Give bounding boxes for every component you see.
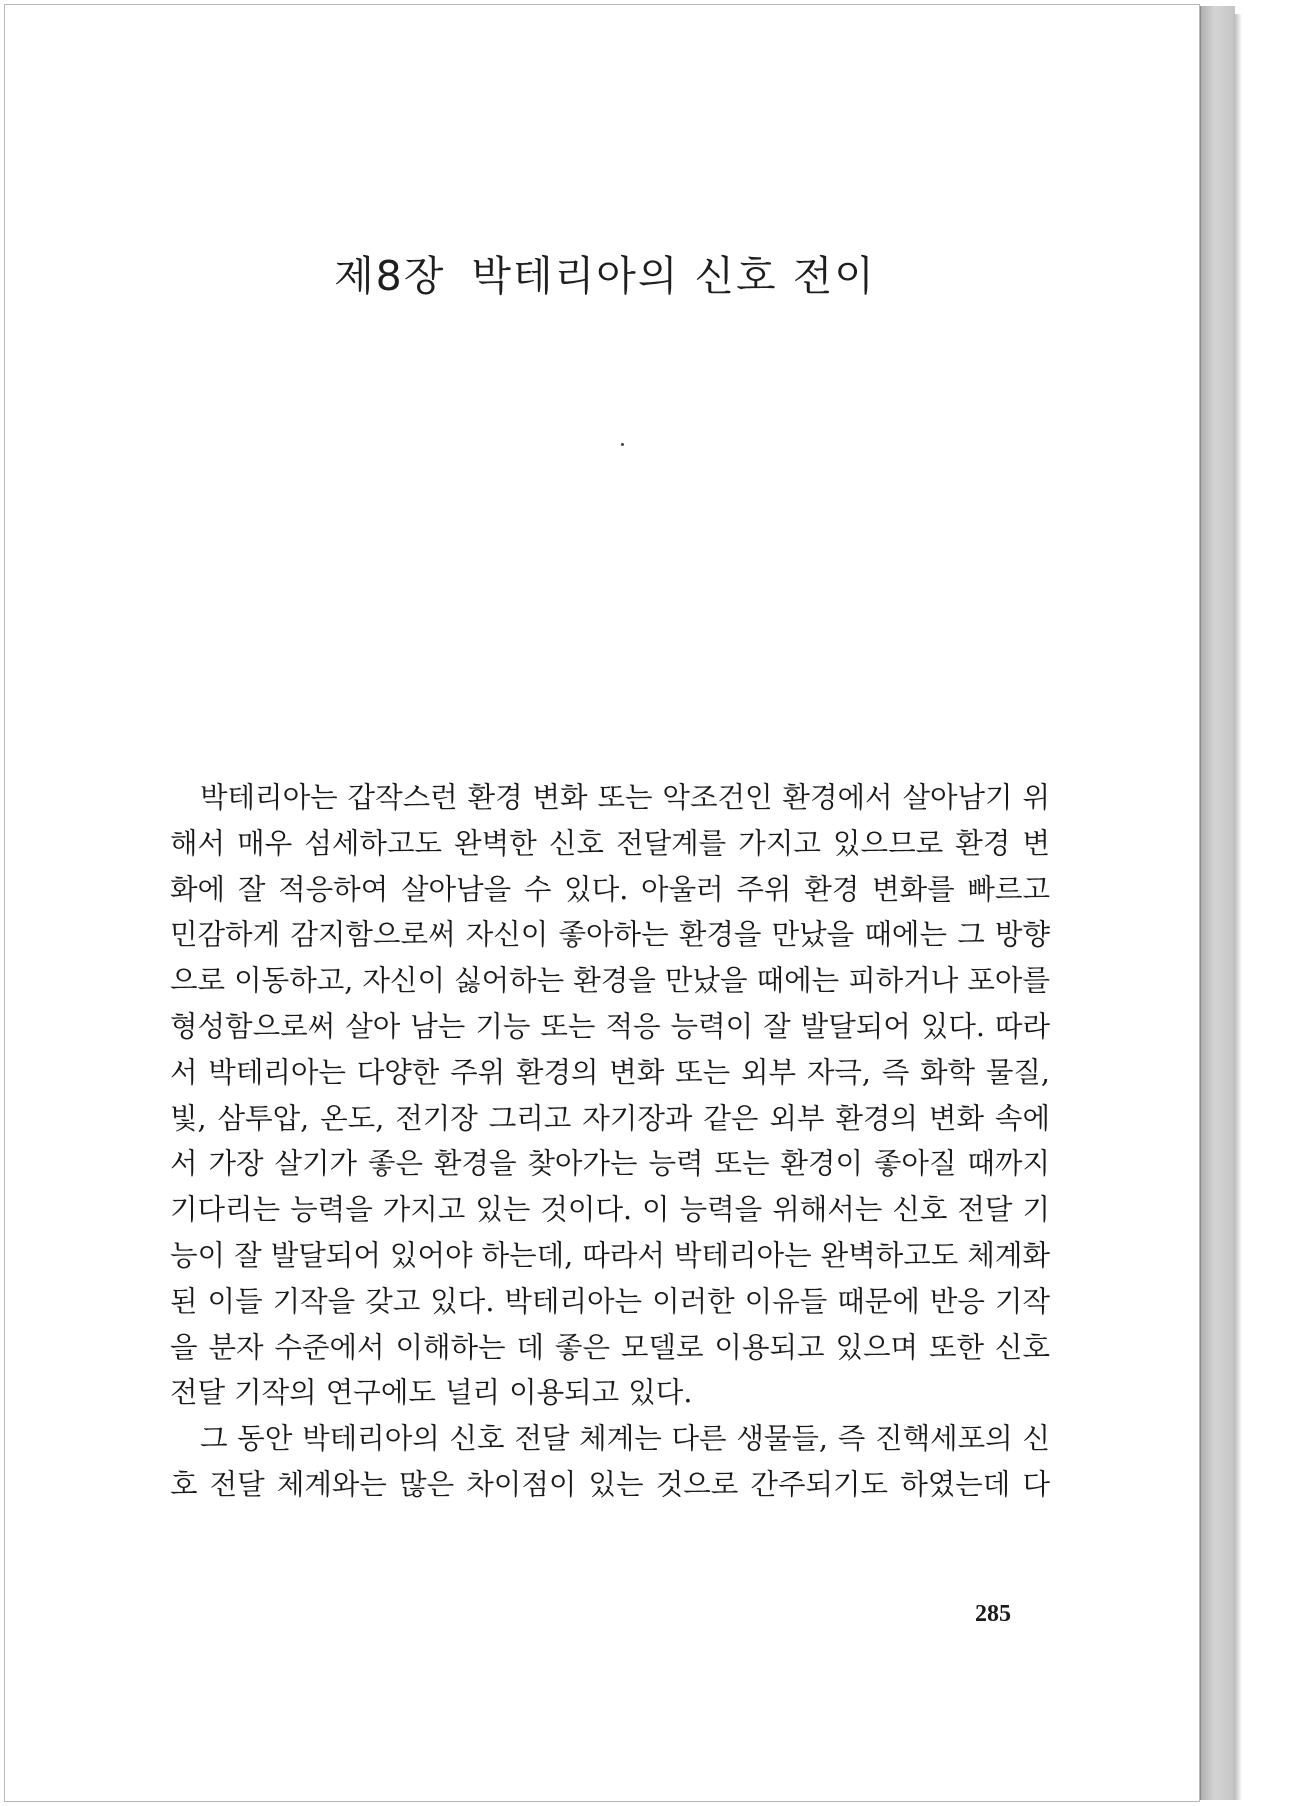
text-line: 민감하게 감지함으로써 자신이 좋아하는 환경을 만났을 때에는 그 방향	[170, 918, 1050, 952]
chapter-title-text: 박테리아의 신호 전이	[471, 252, 876, 300]
text-line: 서 박테리아는 다양한 주위 환경의 변화 또는 외부 자극, 즉 화학 물질,	[170, 1055, 1050, 1089]
chapter-number: 제8장	[334, 252, 446, 300]
chapter-title	[5, 243, 1205, 302]
page-shadow	[1234, 14, 1242, 1800]
page-stack-edge	[1200, 6, 1235, 1800]
text-line: 전달 기작의 연구에도 널리 이용되고 있다.	[170, 1376, 693, 1410]
text-line: 박테리아는 갑작스런 환경 변화 또는 악조건인 환경에서 살아남기 위	[200, 781, 1050, 814]
text-line: 그 동안 박테리아의 신호 전달 체계는 다른 생물들, 즉 진핵세포의 신	[200, 1422, 1050, 1456]
text-line: 기다리는 능력을 가지고 있는 것이다. 이 능력을 위해서는 신호 전달 기	[170, 1193, 1050, 1227]
page-number: 285	[975, 1601, 1011, 1627]
text-line: 빛, 삼투압, 온도, 전기장 그리고 자기장과 같은 외부 환경의 변화 속에	[170, 1101, 1050, 1135]
book-page	[4, 4, 1200, 1802]
text-line: 능이 잘 발달되어 있어야 하는데, 따라서 박테리아는 완벽하고도 체계화	[170, 1238, 1050, 1272]
body-text	[170, 775, 1050, 1508]
text-line: 화에 잘 적응하여 살아남을 수 있다. 아울러 주위 환경 변화를 빠르고	[170, 872, 1050, 906]
text-line: 으로 이동하고, 자신이 싫어하는 환경을 만났을 때에는 피하거나 포아를	[170, 964, 1050, 998]
text-line: 을 분자 수준에서 이해하는 데 좋은 모델로 이용되고 있으며 또한 신호	[170, 1330, 1050, 1364]
print-speck	[621, 443, 624, 446]
text-line: 호 전달 체계와는 많은 차이점이 있는 것으로 간주되기도 하였는데 다	[170, 1467, 1050, 1501]
text-line: 된 이들 기작을 갖고 있다. 박테리아는 이러한 이유들 때문에 반응 기작	[170, 1284, 1050, 1318]
text-line: 서 가장 살기가 좋은 환경을 찾아가는 능력 또는 환경이 좋아질 때까지	[170, 1147, 1050, 1181]
text-line: 형성함으로써 살아 남는 기능 또는 적응 능력이 잘 발달되어 있다. 따라	[170, 1009, 1050, 1043]
text-line: 해서 매우 섬세하고도 완벽한 신호 전달계를 가지고 있으므로 환경 변	[170, 826, 1050, 860]
